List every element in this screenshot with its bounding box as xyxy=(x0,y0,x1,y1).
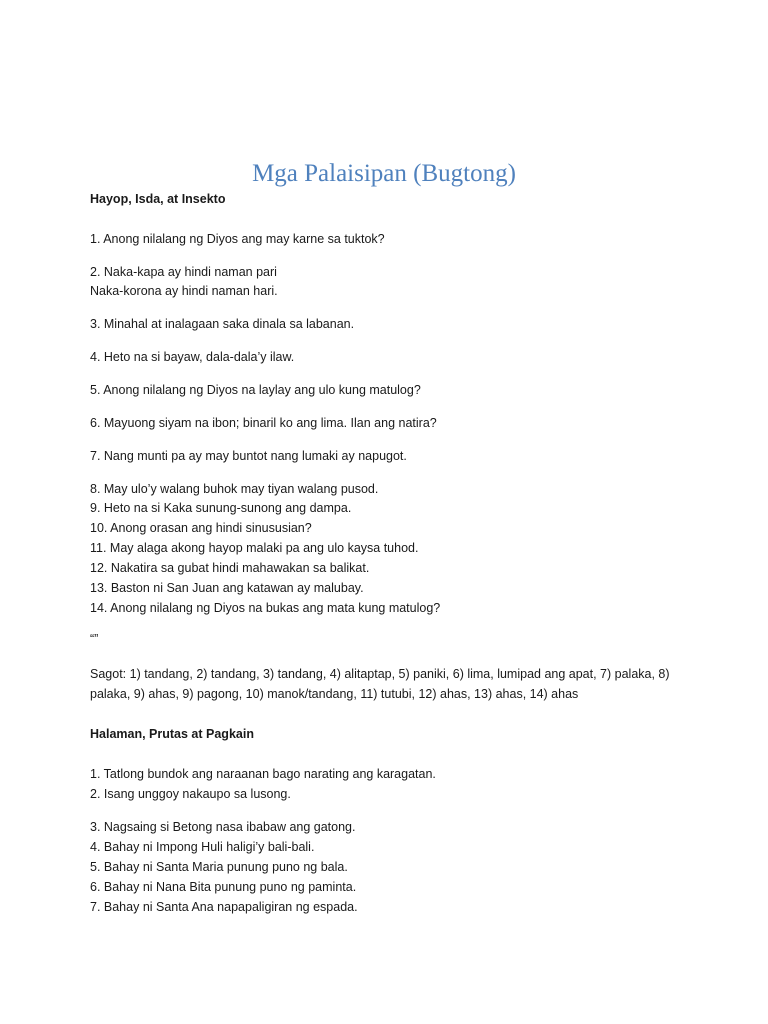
riddle-item: 6. Bahay ni Nana Bita punung puno ng paminta. xyxy=(90,880,357,894)
answers-line: palaka, 9) ahas, 9) pagong, 10) manok/tandang, 11) tutubi, 12) ahas, 13) ahas, 14) ahas xyxy=(90,687,579,701)
answers-line: Sagot: 1) tandang, 2) tandang, 3) tandang, 4) alitaptap, 5) paniki, 6) lima, lumipad ang apat, 7) palaka, 8) xyxy=(90,667,670,681)
riddle-item: 9. Heto na si Kaka sunung-sunong ang dampa. xyxy=(90,501,352,515)
riddle-item: 5. Bahay ni Santa Maria punung puno ng bala. xyxy=(90,860,348,874)
riddle-item: 5. Anong nilalang ng Diyos na laylay ang ulo kung matulog? xyxy=(90,383,421,397)
riddle-item: 7. Bahay ni Santa Ana napapaligiran ng espada. xyxy=(90,900,358,914)
riddle-item: 13. Baston ni San Juan ang katawan ay malubay. xyxy=(90,581,364,595)
riddle-item: 3. Nagsaing si Betong nasa ibabaw ang gatong. xyxy=(90,820,356,834)
riddle-item: 11. May alaga akong hayop malaki pa ang ulo kaysa tuhod. xyxy=(90,541,419,555)
separator-mark: “” xyxy=(90,632,99,646)
riddle-item: 2. Naka-kapa ay hindi naman pari xyxy=(90,265,277,279)
riddle-item: 3. Minahal at inalagaan saka dinala sa labanan. xyxy=(90,317,355,331)
section-heading-animals: Hayop, Isda, at Insekto xyxy=(90,192,226,206)
riddle-item: 6. Mayuong siyam na ibon; binaril ko ang lima. Ilan ang natira? xyxy=(90,416,437,430)
riddle-item: 14. Anong nilalang ng Diyos na bukas ang mata kung matulog? xyxy=(90,601,441,615)
section-heading-plants: Halaman, Prutas at Pagkain xyxy=(90,727,254,741)
riddle-item: 4. Heto na si bayaw, dala-dala’y ilaw. xyxy=(90,350,295,364)
riddle-item: 8. May ulo’y walang buhok may tiyan walang pusod. xyxy=(90,482,379,496)
riddle-item: 4. Bahay ni Impong Huli haligi’y bali-bali. xyxy=(90,840,315,854)
riddle-item: 2. Isang unggoy nakaupo sa lusong. xyxy=(90,787,291,801)
page-title: Mga Palaisipan (Bugtong) xyxy=(252,160,516,187)
riddle-item: 10. Anong orasan ang hindi sinususian? xyxy=(90,521,312,535)
riddle-item: 1. Tatlong bundok ang naraanan bago narating ang karagatan. xyxy=(90,767,436,781)
riddle-item: Naka-korona ay hindi naman hari. xyxy=(90,284,278,298)
riddle-item: 1. Anong nilalang ng Diyos ang may karne sa tuktok? xyxy=(90,232,385,246)
riddle-item: 7. Nang munti pa ay may buntot nang lumaki ay napugot. xyxy=(90,449,407,463)
riddle-item: 12. Nakatira sa gubat hindi mahawakan sa balikat. xyxy=(90,561,370,575)
